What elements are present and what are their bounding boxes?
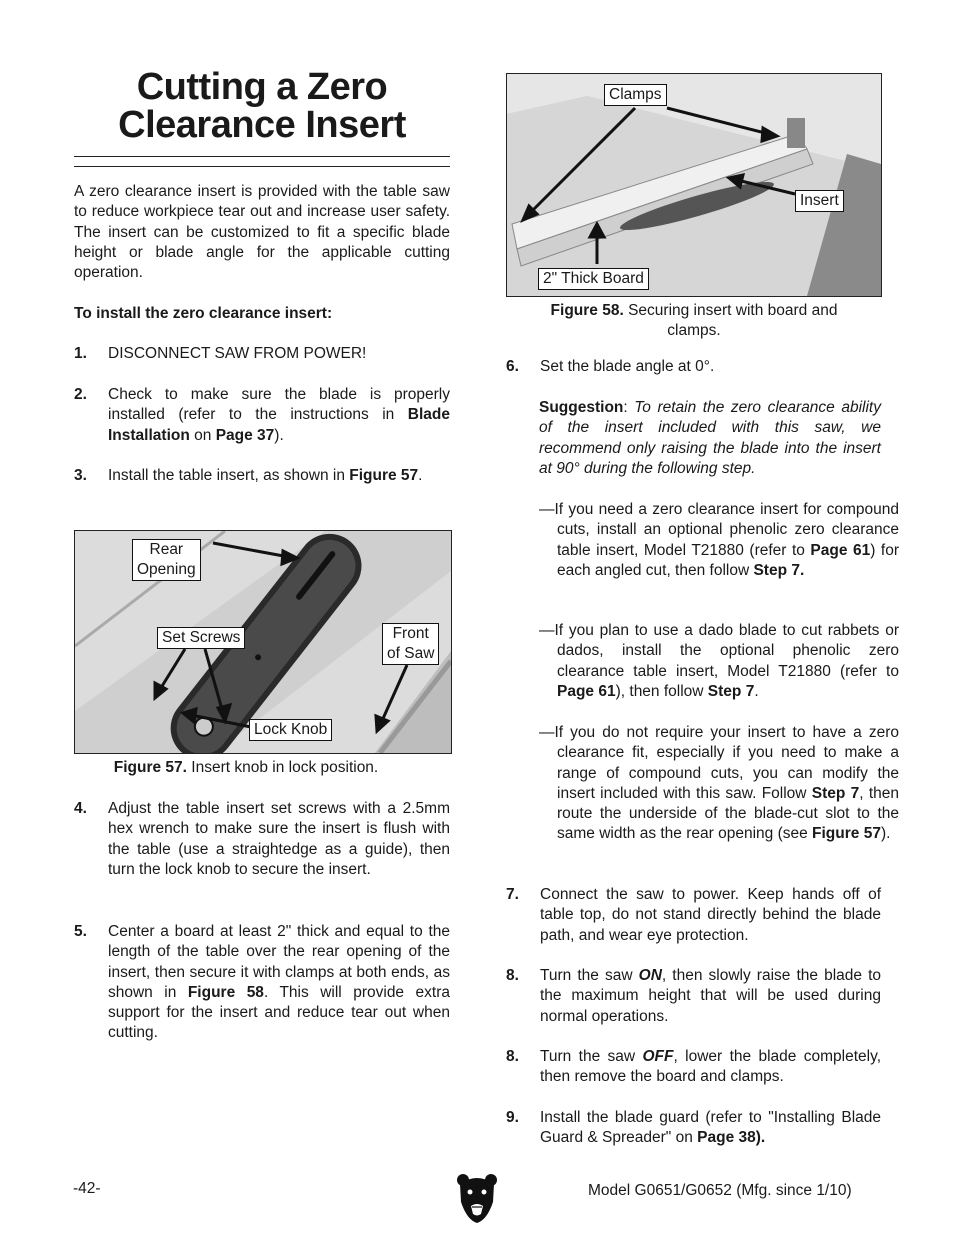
step-1	[74, 344, 450, 364]
step-8-off	[506, 1047, 881, 1088]
step-7	[506, 885, 881, 946]
page-title	[74, 68, 450, 144]
option-dado-blade: —If you plan to use a dado blade to cut rabbets or dados, install the optional phenolic zero clearance table insert, Model T21880 (refer to Page 61), then follow Step 7.	[539, 622, 899, 700]
label-insert: Insert	[795, 190, 844, 212]
step-number: 6.	[506, 358, 519, 375]
suggestion-note: Suggestion: To retain the zero clearance ability of the insert included with this saw, we recommend only raising the blade into the insert at 90° during the following step.	[539, 399, 881, 477]
step-text: Turn the saw OFF, lower the blade completely, then remove the board and clamps.	[540, 1048, 882, 1086]
label-clamps: Clamps	[604, 84, 667, 106]
step-number: 2.	[74, 386, 87, 403]
option-modify-insert: —If you do not require your insert to have a zero clearance fit, especially if you need to make a range of compound cuts, you can modify the insert included with this saw. Follow Step 7, then route the underside of the blade-cut slot to the same width as the rear opening (see Figure 57).	[539, 724, 900, 843]
step-text: Adjust the table insert set screws with a 2.5mm hex wrench to make sure the insert is flush with the table (use a straightedge as a guide), then turn the lock knob to secure the insert.	[108, 800, 450, 878]
label-front-of-saw: Front of Saw	[382, 623, 439, 665]
step-text: Check to make sure the blade is properly installed (refer to the instructions in Blade Installation on Page 37).	[108, 386, 450, 444]
label-lock-knob: Lock Knob	[249, 719, 332, 741]
step-text: Connect the saw to power. Keep hands off of table top, do not stand directly behind the blade path, and wear eye protection.	[540, 886, 881, 944]
step-text: Turn the saw ON, then slowly raise the blade to the maximum height that will be used during normal operations.	[540, 967, 882, 1025]
step-number: 5.	[74, 923, 87, 940]
step-text: Install the table insert, as shown in Figure 57.	[108, 467, 423, 484]
step-text: Install the blade guard (refer to "Installing Blade Guard & Spreader" on Page 38).	[540, 1109, 881, 1147]
step-3	[74, 466, 450, 486]
model-footer: Model G0651/G0652 (Mfg. since 1/10)	[588, 1182, 852, 1199]
figure-57-image	[74, 530, 452, 754]
label-thick-board: 2" Thick Board	[538, 268, 649, 290]
step-6	[506, 357, 881, 377]
title-rule-top	[74, 156, 450, 157]
step-5	[74, 922, 450, 1044]
figure-57-caption: Figure 57. Insert knob in lock position.	[113, 759, 379, 776]
step-4	[74, 799, 450, 880]
step-2	[74, 385, 450, 446]
label-rear-opening: Rear Opening	[132, 539, 201, 581]
step-text: DISCONNECT SAW FROM POWER!	[108, 345, 367, 362]
step-text: Set the blade angle at 0°.	[540, 358, 715, 375]
intro-paragraph: A zero clearance insert is provided with the table saw to reduce workpiece tear out and increase user safety. The insert can be customized to fit a specific blade height or blade angle for the applicable cutting operation.	[74, 183, 450, 282]
step-9	[506, 1108, 881, 1149]
step-number: 8.	[506, 967, 519, 984]
bear-logo-icon	[457, 1172, 497, 1224]
step-8-on	[506, 966, 881, 1027]
install-heading: To install the zero clearance insert:	[74, 305, 333, 322]
step-number: 7.	[506, 886, 519, 903]
step-number: 3.	[74, 467, 87, 484]
label-set-screws: Set Screws	[157, 627, 245, 649]
option-compound-cuts: —If you need a zero clearance insert for compound cuts, install an optional phenolic zero clearance table insert, Model T21880 (refer to Page 61) for each angled cut, then follow Step 7.	[539, 501, 899, 579]
page-number: -42-	[73, 1180, 101, 1197]
step-text: Center a board at least 2" thick and equal to the length of the table over the rear opening of the insert, then secure it with clamps at both ends, as shown in Figure 58. This will provide extra support for the insert and reduce tear out when cutting.	[108, 923, 450, 1042]
step-number: 9.	[506, 1109, 519, 1126]
step-number: 8.	[506, 1048, 519, 1065]
title-rule-bottom	[74, 166, 450, 167]
figure-58-image	[506, 73, 882, 297]
page-title-line2: Clearance Insert	[118, 104, 406, 146]
step-number: 4.	[74, 800, 87, 817]
step-number: 1.	[74, 345, 87, 362]
board-clamp-photo-illustration	[507, 74, 881, 296]
figure-58-caption: Figure 58. Securing insert with board and clamps.	[550, 302, 838, 339]
page-title-line1: Cutting a Zero	[136, 66, 388, 108]
